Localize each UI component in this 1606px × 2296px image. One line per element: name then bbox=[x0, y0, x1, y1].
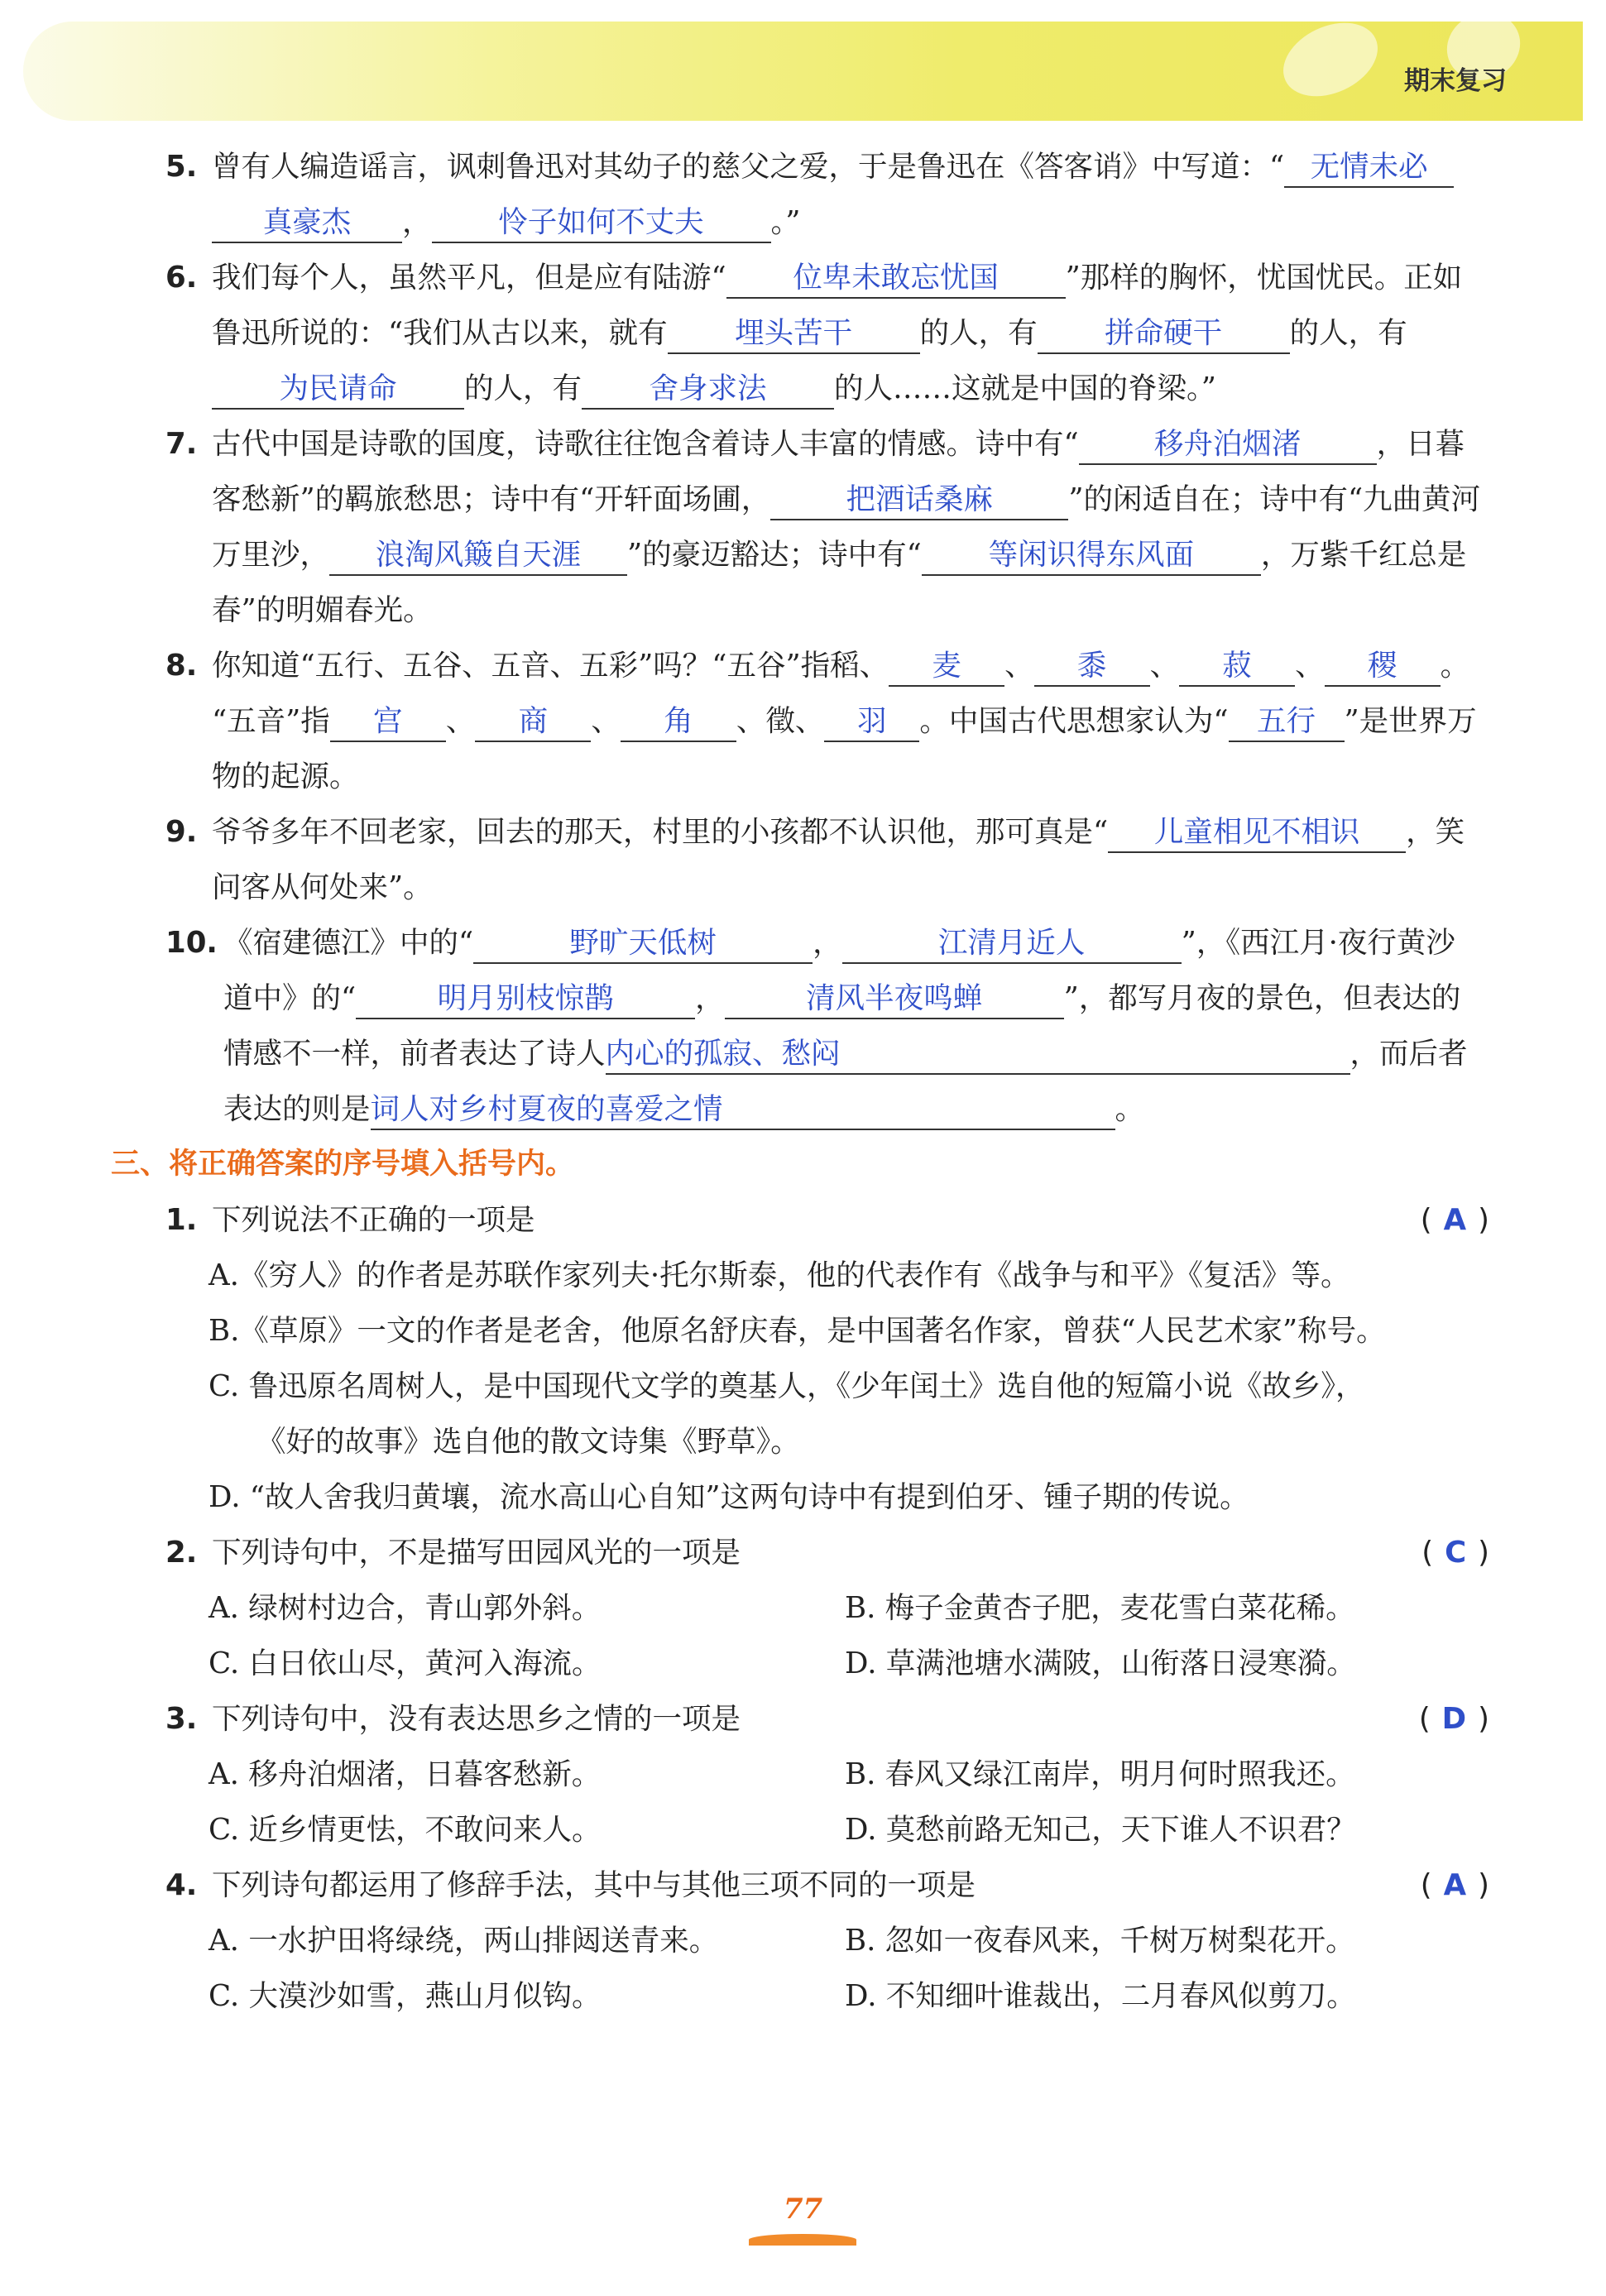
answer-blank[interactable]: 把酒话桑麻 bbox=[770, 481, 1068, 520]
option-row bbox=[165, 1802, 1481, 1857]
question-6: 6. 我们每个人，虽然平凡，但是应有陆游“ 位卑未敢忘忧国 ”那样的胸怀，忧国忧民。正如鲁迅所说的：“我们从古以来，就有 埋头苦干 的人，有 拼命硬干 的人，有为民请命 的人，有 舍身求法 的人……这就是中国的脊梁。” bbox=[165, 250, 1481, 416]
option: B.《草原》一文的作者是老舍，他原名舒庆春，是中国著名作家，曾获“人民艺术家”称号。 bbox=[209, 1314, 1386, 1348]
mc-answer[interactable]: C bbox=[1445, 1536, 1467, 1570]
answer-blank[interactable]: 怜子如何不丈夫 bbox=[432, 204, 771, 243]
mc-question-2: 2. 下列诗句中，不是描写田园风光的一项是 ( C ) bbox=[165, 1525, 1481, 1580]
mc-question-1: 1. 下列说法不正确的一项是 ( A ) bbox=[165, 1192, 1481, 1248]
question-7: 7. 古代中国是诗歌的国度，诗歌往往饱含着诗人丰富的情感。诗中有“ 移舟泊烟渚 ，日暮客愁新”的羁旅愁思；诗中有“开轩面场圃， 把酒话桑麻 ”的闲适自在；诗中有“九曲黄河万里沙， 浪淘风簸自天涯 ”的豪迈豁达；诗中有“ 等闲识得东风面 ，万紫千红总是春”的明媚春光。 bbox=[165, 416, 1481, 638]
option-row bbox=[165, 1580, 1481, 1636]
question-number: 5. bbox=[165, 150, 198, 184]
answer-blank[interactable]: 明月别枝惊鹊 bbox=[356, 980, 695, 1019]
mc-answer[interactable]: D bbox=[1441, 1702, 1467, 1736]
answer-blank[interactable]: 商 bbox=[475, 702, 591, 742]
page-number-decoration bbox=[749, 2234, 856, 2246]
option: D. “故人舍我归黄壤，流水高山心自知”这两句诗中有提到伯牙、锺子期的传说。 bbox=[209, 1480, 1249, 1514]
question-5: 5. 曾有人编造谣言，讽刺鲁迅对其幼子的慈父之爱，于是鲁迅在《答客诮》中写道：“ 无情未必 真豪杰 ， 怜子如何不丈夫 。” bbox=[165, 139, 1481, 250]
option: A. 移舟泊烟渚，日暮客愁新。 bbox=[209, 1757, 602, 1791]
answer-blank[interactable]: 舍身求法 bbox=[582, 370, 834, 410]
answer-paren: ( C ) bbox=[1421, 1536, 1489, 1570]
answer-blank[interactable]: 稷 bbox=[1325, 647, 1441, 687]
banner-decoration bbox=[1272, 8, 1390, 110]
option: C. 鲁迅原名周树人，是中国现代文学的奠基人，《少年闰土》选自他的短篇小说《故乡》， bbox=[209, 1369, 1365, 1403]
question-number: 9. bbox=[165, 815, 198, 849]
answer-blank[interactable]: 宫 bbox=[330, 702, 446, 742]
answer-blank[interactable]: 为民请命 bbox=[212, 370, 464, 410]
answer-paren: ( A ) bbox=[1420, 1868, 1489, 1902]
worksheet-content bbox=[111, 139, 1489, 2024]
option: C. 白日依山尽，黄河入海流。 bbox=[209, 1647, 602, 1680]
answer-blank[interactable]: 野旷天低树 bbox=[473, 924, 813, 964]
answer-blank[interactable]: 角 bbox=[621, 702, 736, 742]
answer-blank[interactable]: 黍 bbox=[1034, 647, 1150, 687]
option: D. 莫愁前路无知己，天下谁人不识君？ bbox=[845, 1813, 1356, 1847]
question-number: 6. bbox=[165, 261, 198, 295]
section-3-heading: 三、将正确答案的序号填入括号内。 bbox=[111, 1148, 575, 1181]
answer-paren: ( A ) bbox=[1420, 1203, 1489, 1237]
answer-blank[interactable]: 羽 bbox=[824, 702, 919, 742]
option: D. 不知细叶谁裁出，二月春风似剪刀。 bbox=[845, 1979, 1356, 2013]
answer-blank[interactable]: 拼命硬干 bbox=[1038, 314, 1290, 354]
answer-blank[interactable]: 清风半夜鸣蝉 bbox=[725, 980, 1064, 1019]
question-number: 2. bbox=[165, 1536, 198, 1570]
answer-blank[interactable]: 位卑未敢忘忧国 bbox=[726, 259, 1066, 299]
header-banner bbox=[23, 22, 1583, 121]
question-number: 7. bbox=[165, 427, 198, 461]
question-number: 4. bbox=[165, 1868, 198, 1902]
answer-blank[interactable]: 五行 bbox=[1229, 702, 1345, 742]
answer-blank[interactable]: 移舟泊烟渚 bbox=[1079, 425, 1377, 465]
option-row bbox=[165, 1913, 1481, 1968]
page-number: 77 bbox=[783, 2193, 823, 2226]
answer-blank[interactable]: 等闲识得东风面 bbox=[922, 536, 1261, 576]
answer-blank[interactable]: 真豪杰 bbox=[212, 204, 402, 243]
answer-blank[interactable]: 儿童相见不相识 bbox=[1108, 813, 1406, 853]
option-row bbox=[165, 1747, 1481, 1802]
mc-question-4: 4. 下列诗句都运用了修辞手法，其中与其他三项不同的一项是 ( A ) bbox=[165, 1857, 1481, 1913]
question-number: 3. bbox=[165, 1702, 198, 1736]
section-label: 期末复习 bbox=[1404, 66, 1507, 96]
option-row bbox=[165, 1968, 1481, 2024]
question-8: 8. 你知道“五行、五谷、五音、五彩”吗？“五谷”指稻、 麦 、 黍 、 菽 、 稷 。 “五音”指 宫 、 商 、 角 、徵、 羽 。中国古代思想家认为“ 五行 ”是世界万物的起源。 bbox=[165, 638, 1481, 804]
question-number: 8. bbox=[165, 649, 198, 683]
answer-blank[interactable]: 麦 bbox=[889, 647, 1004, 687]
mc-answer[interactable]: A bbox=[1443, 1868, 1467, 1902]
question-9: 9. 爷爷多年不回老家，回去的那天，村里的小孩都不认识他，那可真是“ 儿童相见不相识 ，笑问客从何处来”。 bbox=[165, 804, 1481, 915]
option: A. 绿树村边合，青山郭外斜。 bbox=[209, 1591, 602, 1625]
option: D. 草满池塘水满陂，山衔落日浸寒漪。 bbox=[845, 1647, 1356, 1680]
question-10: 10. 《宿建德江》中的“ 野旷天低树 ， 江清月近人 ”，《西江月·夜行黄沙道中》的“ 明月别枝惊鹊 ， 清风半夜鸣蝉 ”，都写月夜的景色，但表达的情感不一样，前者表达了诗人内心的孤寂、愁闷 ，而后者表达的则是词人对乡村夏夜的喜爱之情 。 bbox=[165, 915, 1481, 1137]
option: A.《穷人》的作者是苏联作家列夫·托尔斯泰，他的代表作有《战争与和平》《复活》等。 bbox=[209, 1258, 1350, 1292]
answer-blank[interactable]: 埋头苦干 bbox=[668, 314, 920, 354]
answer-blank[interactable]: 浪淘风簸自天涯 bbox=[329, 536, 627, 576]
answer-blank[interactable]: 菽 bbox=[1179, 647, 1295, 687]
option: C. 近乡情更怯，不敢问来人。 bbox=[209, 1813, 602, 1847]
question-number: 1. bbox=[165, 1203, 198, 1237]
mc-question-3: 3. 下列诗句中，没有表达思乡之情的一项是 ( D ) bbox=[165, 1691, 1481, 1747]
option: A. 一水护田将绿绕，两山排闼送青来。 bbox=[209, 1924, 719, 1958]
mc-answer[interactable]: A bbox=[1443, 1203, 1467, 1237]
answer-blank[interactable]: 词人对乡村夏夜的喜爱之情 bbox=[371, 1090, 1115, 1130]
option: B. 春风又绿江南岸，明月何时照我还。 bbox=[845, 1757, 1355, 1791]
answer-blank[interactable]: 无情未必 bbox=[1284, 148, 1454, 188]
answer-blank[interactable]: 江清月近人 bbox=[842, 924, 1182, 964]
answer-blank[interactable]: 内心的孤寂、愁闷 bbox=[606, 1035, 1350, 1075]
option: B. 梅子金黄杏子肥，麦花雪白菜花稀。 bbox=[845, 1591, 1355, 1625]
option-row bbox=[165, 1636, 1481, 1691]
option: B. 忽如一夜春风来，千树万树梨花开。 bbox=[845, 1924, 1355, 1958]
question-number: 10. bbox=[165, 926, 218, 960]
option: C. 大漠沙如雪，燕山月似钩。 bbox=[209, 1979, 602, 2013]
answer-paren: ( D ) bbox=[1418, 1702, 1489, 1736]
option-continuation: 《好的故事》选自他的散文诗集《野草》。 bbox=[256, 1425, 800, 1459]
